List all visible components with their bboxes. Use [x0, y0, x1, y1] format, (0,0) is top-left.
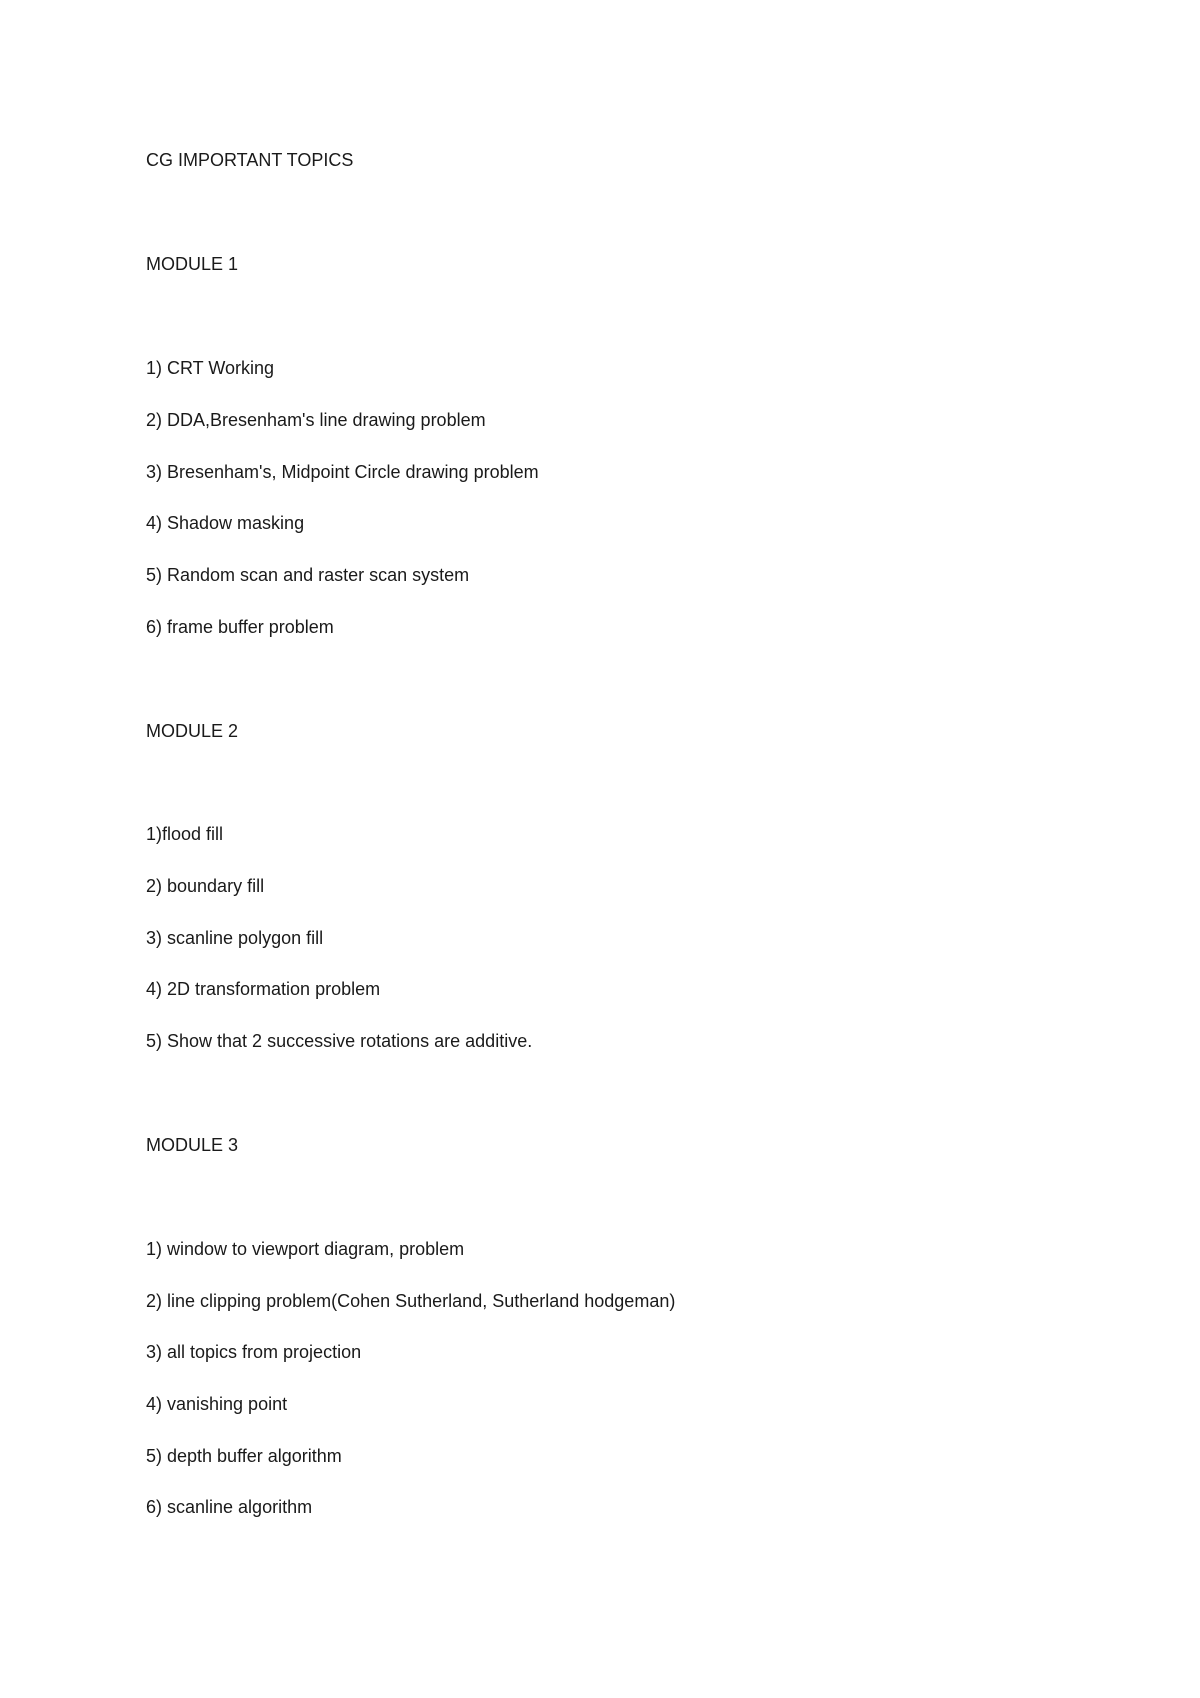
module-1-heading: MODULE 1 — [146, 254, 239, 274]
module-3-item: 2) line clipping problem(Cohen Sutherland, Sutherland hodgeman) — [146, 1291, 676, 1311]
module-2-item: 5) Show that 2 successive rotations are additive. — [146, 1031, 533, 1051]
module-1-item: 4) Shadow masking — [146, 513, 305, 533]
module-2-item: 3) scanline polygon fill — [146, 928, 324, 948]
document-title: CG IMPORTANT TOPICS — [146, 150, 354, 170]
module-3-item: 3) all topics from projection — [146, 1342, 362, 1362]
module-1-item: 3) Bresenham's, Midpoint Circle drawing problem — [146, 462, 539, 482]
module-1-item: 6) frame buffer problem — [146, 617, 334, 637]
module-3-item: 6) scanline algorithm — [146, 1497, 313, 1517]
module-3-item: 1) window to viewport diagram, problem — [146, 1239, 465, 1259]
module-3-heading: MODULE 3 — [146, 1135, 239, 1155]
module-3-item: 5) depth buffer algorithm — [146, 1446, 342, 1466]
module-1-item: 2) DDA,Bresenham's line drawing problem — [146, 410, 486, 430]
module-1-item: 5) Random scan and raster scan system — [146, 565, 470, 585]
module-2-item: 4) 2D transformation problem — [146, 979, 381, 999]
module-1-item: 1) CRT Working — [146, 358, 275, 378]
module-3-item: 4) vanishing point — [146, 1394, 288, 1414]
module-2-item: 2) boundary fill — [146, 876, 265, 896]
module-2-item: 1)flood fill — [146, 824, 224, 844]
module-2-heading: MODULE 2 — [146, 721, 239, 741]
